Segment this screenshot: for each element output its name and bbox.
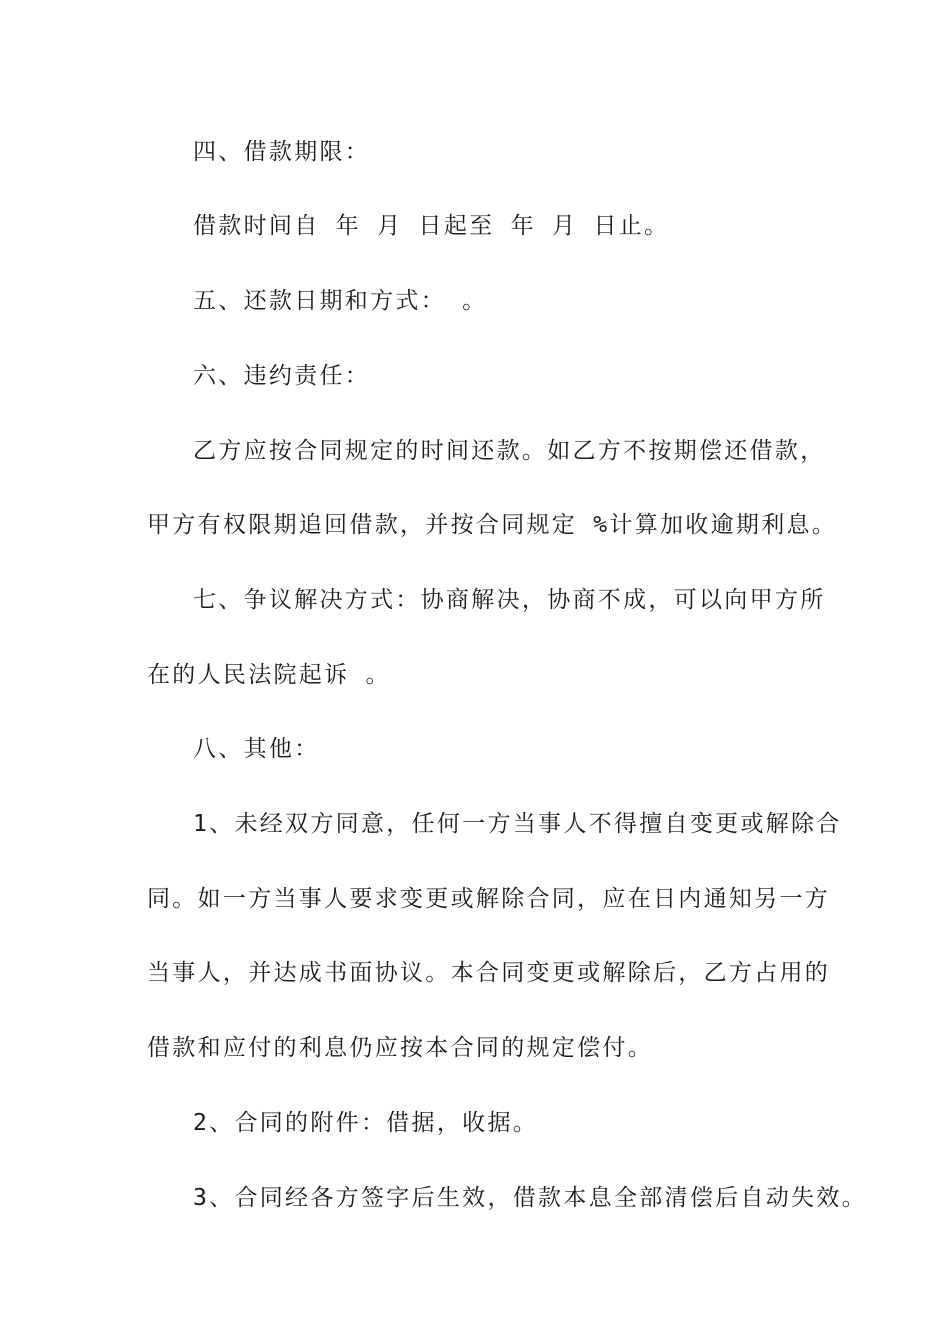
clause-1-line-1: 1、未经双方同意，任何一方当事人不得擅自变更或解除合: [193, 811, 842, 837]
section-4-heading: 四、借款期限：: [193, 139, 371, 165]
liability-text-line-1: 乙方应按合同规定的时间还款。如乙方不按期偿还借款，: [193, 438, 826, 464]
clause-1-line-3: 当事人，并达成书面协议。本合同变更或解除后，乙方占用的: [147, 960, 831, 986]
clause-1-line-2: 同。如一方当事人要求变更或解除合同，应在日内通知另一方: [147, 886, 831, 912]
section-7-line-1: 七、争议解决方式：协商解决，协商不成，可以向甲方所: [193, 587, 826, 613]
liability-text-line-2: 甲方有权限期追回借款，并按合同规定 %计算加收逾期利息。: [147, 512, 838, 538]
clause-1-line-4: 借款和应付的利息仍应按本合同的规定偿付。: [147, 1035, 653, 1061]
loan-term-text: 借款时间自 年 月 日起至 年 月 日止。: [193, 213, 670, 239]
clause-3: 3、合同经各方签字后生效，借款本息全部清偿后自动失效。: [193, 1185, 867, 1211]
section-7-line-2: 在的人民法院起诉 。: [147, 662, 391, 688]
section-6-heading: 六、违约责任：: [193, 363, 371, 389]
clause-2: 2、合同的附件：借据，收据。: [193, 1110, 539, 1136]
section-5-heading: 五、还款日期和方式： 。: [193, 288, 488, 314]
section-8-heading: 八、其他：: [193, 736, 320, 762]
